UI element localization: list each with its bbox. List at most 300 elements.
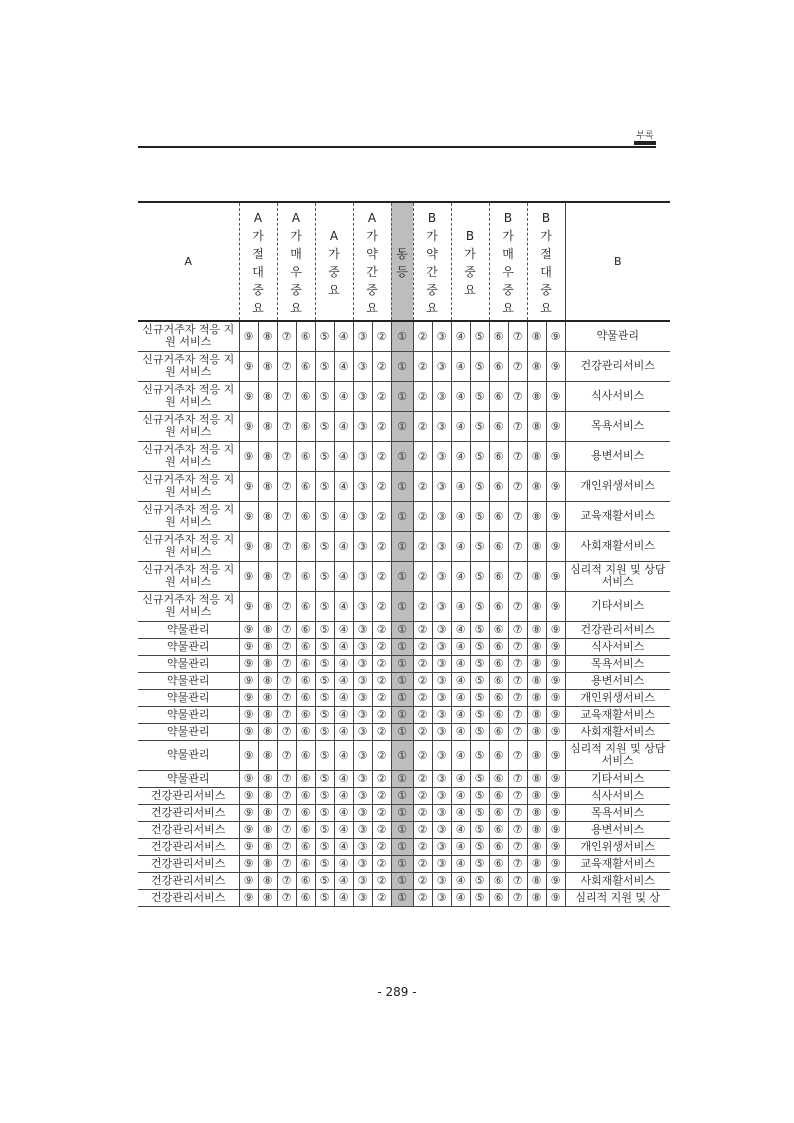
scale-option[interactable]: ⑥ (296, 321, 315, 351)
scale-option[interactable]: ③ (353, 638, 372, 655)
scale-option[interactable]: ⑤ (470, 740, 489, 770)
scale-option[interactable]: ⑨ (239, 351, 258, 381)
scale-option[interactable]: ① (391, 321, 413, 351)
scale-option[interactable]: ④ (334, 531, 353, 561)
scale-option[interactable]: ⑥ (296, 838, 315, 855)
scale-option[interactable]: ③ (353, 740, 372, 770)
scale-option[interactable]: ⑦ (508, 471, 527, 501)
scale-option[interactable]: ② (413, 672, 432, 689)
scale-option[interactable]: ④ (451, 838, 470, 855)
scale-option[interactable]: ① (391, 561, 413, 591)
scale-option[interactable]: ② (413, 655, 432, 672)
scale-option[interactable]: ⑧ (527, 441, 546, 471)
scale-option[interactable]: ⑧ (527, 638, 546, 655)
scale-option[interactable]: ① (391, 591, 413, 621)
scale-option[interactable]: ④ (451, 740, 470, 770)
scale-option[interactable]: ⑦ (277, 531, 296, 561)
scale-option[interactable]: ⑦ (508, 821, 527, 838)
scale-option[interactable]: ⑦ (277, 411, 296, 441)
scale-option[interactable]: ⑤ (315, 770, 334, 787)
scale-option[interactable]: ② (372, 381, 391, 411)
scale-option[interactable]: ② (413, 855, 432, 872)
scale-option[interactable]: ⑥ (296, 638, 315, 655)
scale-option[interactable]: ③ (432, 441, 451, 471)
scale-option[interactable]: ⑨ (239, 655, 258, 672)
scale-option[interactable]: ⑦ (508, 381, 527, 411)
scale-option[interactable]: ⑥ (296, 689, 315, 706)
scale-option[interactable]: ① (391, 821, 413, 838)
scale-option[interactable]: ② (372, 672, 391, 689)
scale-option[interactable]: ⑦ (277, 351, 296, 381)
scale-option[interactable]: ② (413, 804, 432, 821)
scale-option[interactable]: ⑤ (470, 723, 489, 740)
scale-option[interactable]: ⑨ (546, 770, 565, 787)
scale-option[interactable]: ⑦ (508, 321, 527, 351)
scale-option[interactable]: ⑤ (315, 787, 334, 804)
scale-option[interactable]: ⑧ (527, 321, 546, 351)
scale-option[interactable]: ③ (432, 351, 451, 381)
scale-option[interactable]: ⑥ (489, 672, 508, 689)
scale-option[interactable]: ② (413, 441, 432, 471)
scale-option[interactable]: ⑥ (489, 855, 508, 872)
scale-option[interactable]: ② (413, 381, 432, 411)
scale-option[interactable]: ⑧ (258, 821, 277, 838)
scale-option[interactable]: ⑥ (489, 441, 508, 471)
scale-option[interactable]: ④ (451, 561, 470, 591)
scale-option[interactable]: ② (413, 740, 432, 770)
scale-option[interactable]: ④ (334, 804, 353, 821)
scale-option[interactable]: ⑥ (489, 787, 508, 804)
scale-option[interactable]: ④ (334, 411, 353, 441)
scale-option[interactable]: ⑨ (546, 351, 565, 381)
scale-option[interactable]: ⑥ (296, 655, 315, 672)
scale-option[interactable]: ⑦ (508, 501, 527, 531)
scale-option[interactable]: ③ (432, 471, 451, 501)
scale-option[interactable]: ⑨ (546, 501, 565, 531)
scale-option[interactable]: ③ (432, 787, 451, 804)
scale-option[interactable]: ② (413, 706, 432, 723)
scale-option[interactable]: ⑦ (508, 838, 527, 855)
scale-option[interactable]: ⑤ (470, 471, 489, 501)
scale-option[interactable]: ⑥ (296, 411, 315, 441)
scale-option[interactable]: ⑧ (527, 787, 546, 804)
scale-option[interactable]: ⑥ (296, 872, 315, 889)
scale-option[interactable]: ⑦ (508, 672, 527, 689)
scale-option[interactable]: ⑧ (527, 821, 546, 838)
scale-option[interactable]: ⑤ (315, 838, 334, 855)
scale-option[interactable]: ⑦ (508, 638, 527, 655)
scale-option[interactable]: ① (391, 411, 413, 441)
scale-option[interactable]: ⑤ (315, 591, 334, 621)
scale-option[interactable]: ⑥ (489, 351, 508, 381)
scale-option[interactable]: ④ (451, 672, 470, 689)
scale-option[interactable]: ⑨ (546, 723, 565, 740)
scale-option[interactable]: ③ (353, 723, 372, 740)
scale-option[interactable]: ⑧ (527, 591, 546, 621)
scale-option[interactable]: ② (413, 351, 432, 381)
scale-option[interactable]: ④ (451, 689, 470, 706)
scale-option[interactable]: ④ (334, 787, 353, 804)
scale-option[interactable]: ⑤ (470, 621, 489, 638)
scale-option[interactable]: ⑥ (296, 770, 315, 787)
scale-option[interactable]: ③ (432, 321, 451, 351)
scale-option[interactable]: ① (391, 471, 413, 501)
scale-option[interactable]: ⑤ (315, 411, 334, 441)
scale-option[interactable]: ③ (432, 411, 451, 441)
scale-option[interactable]: ⑨ (239, 740, 258, 770)
scale-option[interactable]: ⑨ (546, 855, 565, 872)
scale-option[interactable]: ⑨ (239, 689, 258, 706)
scale-option[interactable]: ⑧ (258, 872, 277, 889)
scale-option[interactable]: ⑤ (470, 441, 489, 471)
scale-option[interactable]: ② (372, 889, 391, 906)
scale-option[interactable]: ⑥ (489, 804, 508, 821)
scale-option[interactable]: ⑥ (296, 706, 315, 723)
scale-option[interactable]: ③ (432, 740, 451, 770)
scale-option[interactable]: ⑤ (470, 381, 489, 411)
scale-option[interactable]: ⑦ (508, 770, 527, 787)
scale-option[interactable]: ⑨ (546, 672, 565, 689)
scale-option[interactable]: ⑦ (508, 351, 527, 381)
scale-option[interactable]: ⑤ (315, 689, 334, 706)
scale-option[interactable]: ⑨ (546, 689, 565, 706)
scale-option[interactable]: ⑤ (315, 655, 334, 672)
scale-option[interactable]: ⑦ (508, 561, 527, 591)
scale-option[interactable]: ⑥ (296, 621, 315, 638)
scale-option[interactable]: ⑥ (489, 638, 508, 655)
scale-option[interactable]: ⑤ (315, 621, 334, 638)
scale-option[interactable]: ② (413, 501, 432, 531)
scale-option[interactable]: ⑥ (489, 770, 508, 787)
scale-option[interactable]: ⑥ (489, 531, 508, 561)
scale-option[interactable]: ⑤ (315, 855, 334, 872)
scale-option[interactable]: ⑦ (277, 321, 296, 351)
scale-option[interactable]: ③ (432, 689, 451, 706)
scale-option[interactable]: ④ (451, 471, 470, 501)
scale-option[interactable]: ③ (353, 672, 372, 689)
scale-option[interactable]: ③ (353, 471, 372, 501)
scale-option[interactable]: ② (372, 821, 391, 838)
scale-option[interactable]: ⑦ (277, 787, 296, 804)
scale-option[interactable]: ⑥ (489, 621, 508, 638)
scale-option[interactable]: ⑦ (277, 501, 296, 531)
scale-option[interactable]: ⑧ (527, 672, 546, 689)
scale-option[interactable]: ⑥ (296, 672, 315, 689)
scale-option[interactable]: ① (391, 531, 413, 561)
scale-option[interactable]: ⑨ (239, 411, 258, 441)
scale-option[interactable]: ③ (353, 321, 372, 351)
scale-option[interactable]: ⑧ (527, 471, 546, 501)
scale-option[interactable]: ② (372, 855, 391, 872)
scale-option[interactable]: ⑨ (239, 855, 258, 872)
scale-option[interactable]: ⑧ (258, 740, 277, 770)
scale-option[interactable]: ② (372, 441, 391, 471)
scale-option[interactable]: ② (372, 471, 391, 501)
scale-option[interactable]: ② (372, 770, 391, 787)
scale-option[interactable]: ⑨ (239, 821, 258, 838)
scale-option[interactable]: ⑨ (546, 411, 565, 441)
scale-option[interactable]: ⑤ (470, 531, 489, 561)
scale-option[interactable]: ④ (334, 821, 353, 838)
scale-option[interactable]: ⑥ (489, 872, 508, 889)
scale-option[interactable]: ⑥ (489, 838, 508, 855)
scale-option[interactable]: ⑥ (296, 351, 315, 381)
scale-option[interactable]: ⑤ (470, 804, 489, 821)
scale-option[interactable]: ⑦ (277, 471, 296, 501)
scale-option[interactable]: ④ (451, 501, 470, 531)
scale-option[interactable]: ⑤ (470, 655, 489, 672)
scale-option[interactable]: ④ (451, 787, 470, 804)
scale-option[interactable]: ② (372, 621, 391, 638)
scale-option[interactable]: ④ (334, 855, 353, 872)
scale-option[interactable]: ⑥ (296, 821, 315, 838)
scale-option[interactable]: ⑨ (546, 638, 565, 655)
scale-option[interactable]: ⑨ (546, 561, 565, 591)
scale-option[interactable]: ⑧ (258, 672, 277, 689)
scale-option[interactable]: ⑦ (277, 591, 296, 621)
scale-option[interactable]: ⑦ (277, 821, 296, 838)
scale-option[interactable]: ⑦ (508, 889, 527, 906)
scale-option[interactable]: ⑤ (470, 411, 489, 441)
scale-option[interactable]: ⑨ (239, 770, 258, 787)
scale-option[interactable]: ③ (432, 672, 451, 689)
scale-option[interactable]: ② (413, 411, 432, 441)
scale-option[interactable]: ⑧ (258, 638, 277, 655)
scale-option[interactable]: ⑦ (508, 787, 527, 804)
scale-option[interactable]: ⑥ (296, 740, 315, 770)
scale-option[interactable]: ③ (432, 381, 451, 411)
scale-option[interactable]: ④ (451, 351, 470, 381)
scale-option[interactable]: ② (413, 471, 432, 501)
scale-option[interactable]: ⑤ (470, 889, 489, 906)
scale-option[interactable]: ③ (353, 441, 372, 471)
scale-option[interactable]: ⑧ (527, 381, 546, 411)
scale-option[interactable]: ⑧ (258, 838, 277, 855)
scale-option[interactable]: ⑧ (258, 321, 277, 351)
scale-option[interactable]: ⑥ (296, 531, 315, 561)
scale-option[interactable]: ④ (334, 591, 353, 621)
scale-option[interactable]: ⑤ (315, 638, 334, 655)
scale-option[interactable]: ⑨ (546, 838, 565, 855)
scale-option[interactable]: ④ (451, 321, 470, 351)
scale-option[interactable]: ⑨ (239, 321, 258, 351)
scale-option[interactable]: ③ (432, 706, 451, 723)
scale-option[interactable]: ② (413, 591, 432, 621)
scale-option[interactable]: ① (391, 804, 413, 821)
scale-option[interactable]: ② (413, 321, 432, 351)
scale-option[interactable]: ⑨ (239, 672, 258, 689)
scale-option[interactable]: ④ (451, 381, 470, 411)
scale-option[interactable]: ⑥ (489, 381, 508, 411)
scale-option[interactable]: ⑤ (470, 872, 489, 889)
scale-option[interactable]: ⑧ (527, 531, 546, 561)
scale-option[interactable]: ⑧ (258, 706, 277, 723)
scale-option[interactable]: ⑧ (527, 723, 546, 740)
scale-option[interactable]: ⑦ (508, 689, 527, 706)
scale-option[interactable]: ② (372, 706, 391, 723)
scale-option[interactable]: ⑦ (277, 638, 296, 655)
scale-option[interactable]: ⑦ (277, 706, 296, 723)
scale-option[interactable]: ⑦ (508, 621, 527, 638)
scale-option[interactable]: ⑤ (470, 787, 489, 804)
scale-option[interactable]: ⑦ (277, 621, 296, 638)
scale-option[interactable]: ⑥ (296, 381, 315, 411)
scale-option[interactable]: ⑤ (315, 723, 334, 740)
scale-option[interactable]: ⑨ (239, 787, 258, 804)
scale-option[interactable]: ⑨ (239, 723, 258, 740)
scale-option[interactable]: ① (391, 672, 413, 689)
scale-option[interactable]: ④ (451, 531, 470, 561)
scale-option[interactable]: ④ (451, 411, 470, 441)
scale-option[interactable]: ② (372, 689, 391, 706)
scale-option[interactable]: ⑦ (277, 672, 296, 689)
scale-option[interactable]: ⑧ (258, 351, 277, 381)
scale-option[interactable]: ④ (451, 621, 470, 638)
scale-option[interactable]: ⑥ (489, 740, 508, 770)
scale-option[interactable]: ⑥ (296, 889, 315, 906)
scale-option[interactable]: ⑤ (470, 821, 489, 838)
scale-option[interactable]: ⑦ (277, 838, 296, 855)
scale-option[interactable]: ③ (353, 591, 372, 621)
scale-option[interactable]: ③ (353, 787, 372, 804)
scale-option[interactable]: ① (391, 706, 413, 723)
scale-option[interactable]: ② (413, 821, 432, 838)
scale-option[interactable]: ③ (353, 821, 372, 838)
scale-option[interactable]: ② (413, 770, 432, 787)
scale-option[interactable]: ⑨ (546, 621, 565, 638)
scale-option[interactable]: ⑤ (315, 501, 334, 531)
scale-option[interactable]: ③ (432, 561, 451, 591)
scale-option[interactable]: ⑧ (527, 655, 546, 672)
scale-option[interactable]: ① (391, 889, 413, 906)
scale-option[interactable]: ⑧ (527, 411, 546, 441)
scale-option[interactable]: ⑧ (258, 411, 277, 441)
scale-option[interactable]: ⑧ (258, 561, 277, 591)
scale-option[interactable]: ③ (432, 889, 451, 906)
scale-option[interactable]: ⑨ (546, 804, 565, 821)
scale-option[interactable]: ⑥ (489, 411, 508, 441)
scale-option[interactable]: ② (413, 561, 432, 591)
scale-option[interactable]: ⑨ (546, 471, 565, 501)
scale-option[interactable]: ⑦ (508, 411, 527, 441)
scale-option[interactable]: ⑧ (527, 804, 546, 821)
scale-option[interactable]: ⑤ (315, 872, 334, 889)
scale-option[interactable]: ① (391, 689, 413, 706)
scale-option[interactable]: ⑧ (527, 689, 546, 706)
scale-option[interactable]: ⑧ (527, 855, 546, 872)
scale-option[interactable]: ⑥ (489, 501, 508, 531)
scale-option[interactable]: ③ (432, 621, 451, 638)
scale-option[interactable]: ③ (353, 561, 372, 591)
scale-option[interactable]: ⑤ (315, 889, 334, 906)
scale-option[interactable]: ⑥ (296, 723, 315, 740)
scale-option[interactable]: ⑦ (508, 591, 527, 621)
scale-option[interactable]: ② (372, 531, 391, 561)
scale-option[interactable]: ⑧ (258, 889, 277, 906)
scale-option[interactable]: ② (372, 411, 391, 441)
scale-option[interactable]: ⑤ (470, 321, 489, 351)
scale-option[interactable]: ③ (353, 655, 372, 672)
scale-option[interactable]: ⑧ (258, 621, 277, 638)
scale-option[interactable]: ⑧ (258, 689, 277, 706)
scale-option[interactable]: ⑤ (315, 821, 334, 838)
scale-option[interactable]: ⑨ (546, 321, 565, 351)
scale-option[interactable]: ④ (334, 621, 353, 638)
scale-option[interactable]: ⑥ (296, 561, 315, 591)
scale-option[interactable]: ② (372, 501, 391, 531)
scale-option[interactable]: ② (372, 838, 391, 855)
scale-option[interactable]: ③ (432, 872, 451, 889)
scale-option[interactable]: ⑥ (489, 321, 508, 351)
scale-option[interactable]: ⑤ (470, 591, 489, 621)
scale-option[interactable]: ④ (451, 821, 470, 838)
scale-option[interactable]: ⑦ (508, 723, 527, 740)
scale-option[interactable]: ② (413, 889, 432, 906)
scale-option[interactable]: ⑨ (239, 441, 258, 471)
scale-option[interactable]: ③ (353, 706, 372, 723)
scale-option[interactable]: ⑨ (239, 889, 258, 906)
scale-option[interactable]: ④ (451, 770, 470, 787)
scale-option[interactable]: ⑥ (296, 591, 315, 621)
scale-option[interactable]: ① (391, 838, 413, 855)
scale-option[interactable]: ⑧ (258, 723, 277, 740)
scale-option[interactable]: ⑧ (258, 441, 277, 471)
scale-option[interactable]: ⑦ (277, 381, 296, 411)
scale-option[interactable]: ⑥ (296, 804, 315, 821)
scale-option[interactable]: ⑧ (527, 872, 546, 889)
scale-option[interactable]: ① (391, 381, 413, 411)
scale-option[interactable]: ② (413, 723, 432, 740)
scale-option[interactable]: ⑨ (239, 381, 258, 411)
scale-option[interactable]: ④ (334, 561, 353, 591)
scale-option[interactable]: ① (391, 441, 413, 471)
scale-option[interactable]: ④ (451, 804, 470, 821)
scale-option[interactable]: ④ (334, 706, 353, 723)
scale-option[interactable]: ⑤ (315, 561, 334, 591)
scale-option[interactable]: ③ (432, 655, 451, 672)
scale-option[interactable]: ⑨ (239, 706, 258, 723)
scale-option[interactable]: ③ (353, 770, 372, 787)
scale-option[interactable]: ⑦ (277, 889, 296, 906)
scale-option[interactable]: ⑨ (239, 561, 258, 591)
scale-option[interactable]: ⑥ (296, 855, 315, 872)
scale-option[interactable]: ⑨ (546, 381, 565, 411)
scale-option[interactable]: ⑧ (258, 471, 277, 501)
scale-option[interactable]: ⑤ (315, 672, 334, 689)
scale-option[interactable]: ③ (353, 889, 372, 906)
scale-option[interactable]: ⑧ (258, 501, 277, 531)
scale-option[interactable]: ⑨ (546, 740, 565, 770)
scale-option[interactable]: ③ (432, 855, 451, 872)
scale-option[interactable]: ⑥ (296, 501, 315, 531)
scale-option[interactable]: ⑥ (489, 889, 508, 906)
scale-option[interactable]: ④ (334, 321, 353, 351)
scale-option[interactable]: ⑧ (527, 889, 546, 906)
scale-option[interactable]: ③ (353, 351, 372, 381)
scale-option[interactable]: ⑧ (258, 655, 277, 672)
scale-option[interactable]: ③ (432, 770, 451, 787)
scale-option[interactable]: ⑨ (239, 872, 258, 889)
scale-option[interactable]: ⑨ (239, 471, 258, 501)
scale-option[interactable]: ④ (451, 855, 470, 872)
scale-option[interactable]: ⑥ (489, 471, 508, 501)
scale-option[interactable]: ② (372, 591, 391, 621)
scale-option[interactable]: ⑥ (296, 441, 315, 471)
scale-option[interactable]: ④ (334, 351, 353, 381)
scale-option[interactable]: ⑥ (489, 706, 508, 723)
scale-option[interactable]: ⑨ (546, 706, 565, 723)
scale-option[interactable]: ② (372, 351, 391, 381)
